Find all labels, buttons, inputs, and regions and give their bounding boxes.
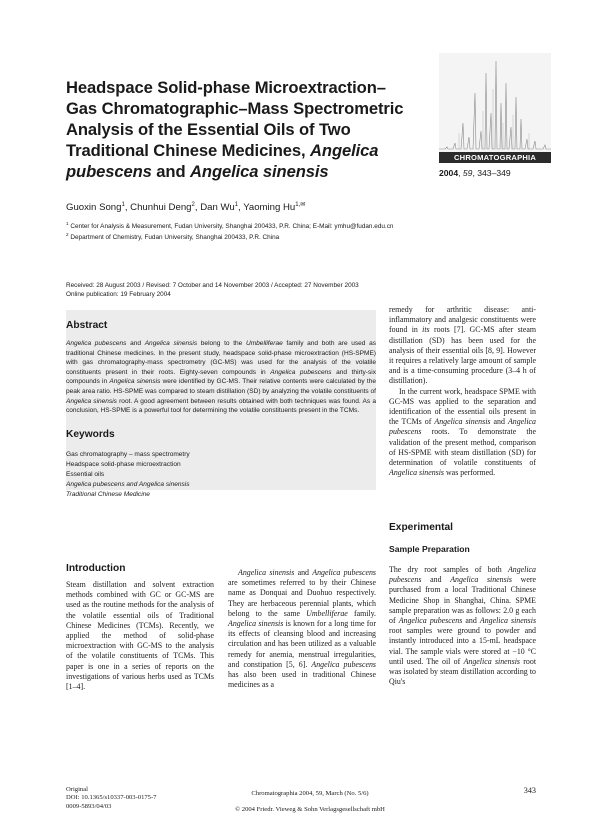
journal-logo-chromatogram [439, 53, 551, 168]
online-date: Online publication: 19 February 2004 [66, 291, 171, 298]
journal-issue: Chromatographia 2004, 59, March (No. 5/6) [251, 790, 369, 797]
keywords-list [66, 450, 190, 500]
author: Guoxin Song [66, 202, 122, 214]
title-main: Headspace Solid-phase Microextraction–Gas Chromatographic–Mass Spectrometric Analysis of the Essential Oils of Two Traditional Chinese Medicines, [66, 78, 404, 160]
introduction-heading: Introduction [66, 563, 126, 574]
footer-journal-info [215, 786, 405, 818]
introduction-paragraph-1: Steam distillation and solvent extraction methods combined with GC or GC-MS are used as the routine methods for the analysis of the volatile essential oils of Traditional Chinese Medicines (TCMs). Recently, we applied the method of solid-phase microextraction with GC-MS to the analysis of the volatile constituents of TCMs. This paper is one in a series of reports on the investigations of various herbs used as TCMs [1–4]. [66, 580, 214, 692]
keyword-item: Gas chromatography – mass spectrometry [66, 451, 190, 458]
author-affiliation-mark: 1 [234, 202, 239, 208]
journal-logo-text: CHROMATOGRAPHIA [439, 152, 551, 163]
introduction-paragraph-2: Angelica sinensis and Angelica pubescens are sometimes referred to by their Chinese name as Donquai and Duohuo respectively. They are herbaceous perennial plants, which belong to the same Umbelliferae family. Angelica sinensis is known for a long time for its effects of cleansing blood and increasing circulation and has been utilized as a valuable remedy for anemia, menstrual irregularities, and constipation [5, 6]. Angelica pubescens has also been used in traditional Chinese medicines as a [228, 568, 377, 690]
title-species-1: Angelica pubescens [66, 141, 379, 181]
keyword-item: Headspace solid-phase microextraction [66, 461, 181, 469]
introduction-paragraph-3: remedy for arthritic disease: anti-inflammatory and analgesic constituents were found in its roots [7]. GC-MS after steam distillation (SD) has been used for the analysis of their essential oils [8, 9]. However it requires a relatively large amount of sample and is a time-consuming procedure (3–4 h of distillation). In the current work, headspace SPME with GC-MS was applied to the separation and identification of the essential oils present in the TCMs of Angelica sinensis and Angelica pubescens roots. To demonstrate the validation of the present method, comparison of HS-SPME with steam distillation (SD) for determination of volatile constituents of Angelica sinensis was performed. [389, 305, 536, 478]
author-affiliation-mark: 2 [191, 202, 195, 208]
received-dates: Received: 28 August 2003 / Revised: 7 October and 14 November 2003 / Accepted: 27 November 2003 [66, 282, 359, 289]
footer-doi-block [66, 786, 156, 811]
sample-preparation-text: The dry root samples of both Angelica pubescens and Angelica sinensis were purchased from a local Traditional Chinese Medicine Shop in Shanghai, China. SPME sample preparation was as follows: 2.0 g each of Angelica pubescens and Angelica sinensis root samples were ground to powder and instantly introduced into a 15-mL headspace vial. The sample vials were stored at −10 °C until used. The oil of Angelica sinensis root was isolated by steam distillation according to Qiu's [389, 565, 537, 687]
author-affiliation-mark: 1,✉ [295, 202, 306, 208]
keyword-item: Essential oils [66, 471, 105, 479]
abstract-text: Angelica pubescens and Angelica sinensis belong to the Umbelliferae family and both are used as traditional Chinese medicines. In the present study, headspace solid-phase microextraction (HS-SPME) with gas chromatography-mass spectrometry (GC-MS) was used for the analysis of the volatile constituents present in their roots. Eighty-seven compounds in Angelica pubescens and thirty-six compounds in Angelica sinensis were identified by GC-MS. Their relative contents were calculated by the peak area ratio. HS-SPME was compared to steam distillation (SD) by analyzing the volatile constituents of Angelica sinensis root. A good agreement between results obtained with both techniques was found. As a conclusion, HS-SPME is a powerful tool for determining the volatile constituents present in the TCMs. [66, 340, 377, 415]
title-species-2: Angelica sinensis [190, 162, 329, 181]
author-affiliation-mark: 1 [121, 202, 125, 208]
abstract-heading: Abstract [66, 320, 108, 331]
author: Chunhui Deng [130, 202, 192, 214]
keyword-item: Angelica pubescens and Angelica sinensis [66, 481, 190, 489]
author-list: Guoxin Song$^1$, Chunhui Deng$^2$, Dan Wu$^1$, Yaoming $Hu^{1,✉}$ [66, 202, 306, 214]
page-number: 343 [523, 786, 536, 795]
citation-volume: 59 [462, 168, 473, 178]
issn: 0009-5893/04/03 [66, 802, 112, 810]
citation-pages: 343–349 [477, 168, 511, 178]
author: Dan Wu [200, 202, 235, 214]
keywords-heading: Keywords [66, 429, 115, 440]
article-title [66, 77, 406, 182]
affiliation-2: $^2$ Department of Chemistry, Fudan University, Shanghai 200433, P.R. China [66, 232, 280, 242]
title-and: and [151, 162, 191, 181]
author: Yaoming Hu [243, 202, 296, 214]
experimental-heading: Experimental [389, 522, 453, 533]
copyright: © 2004 Friedr. Vieweg & Sohn Verlagsgesellschaft mbH [235, 806, 385, 813]
article-type: Original [66, 786, 88, 793]
affiliation-1: $^1$ Center for Analysis & Measurement, Fudan University, Shanghai 200433, P.R. China; E-Mail: ymhu@fudan.edu.cn [66, 221, 394, 231]
doi: DOI: 10.1365/s10337-003-0175-7 [66, 794, 157, 802]
citation-year: 2004 [439, 168, 459, 178]
publication-dates [66, 281, 359, 299]
sample-preparation-heading: Sample Preparation [389, 544, 470, 554]
keyword-item: Traditional Chinese Medicine [66, 491, 150, 499]
journal-citation: 2004, 59, 343–349 [439, 168, 511, 178]
